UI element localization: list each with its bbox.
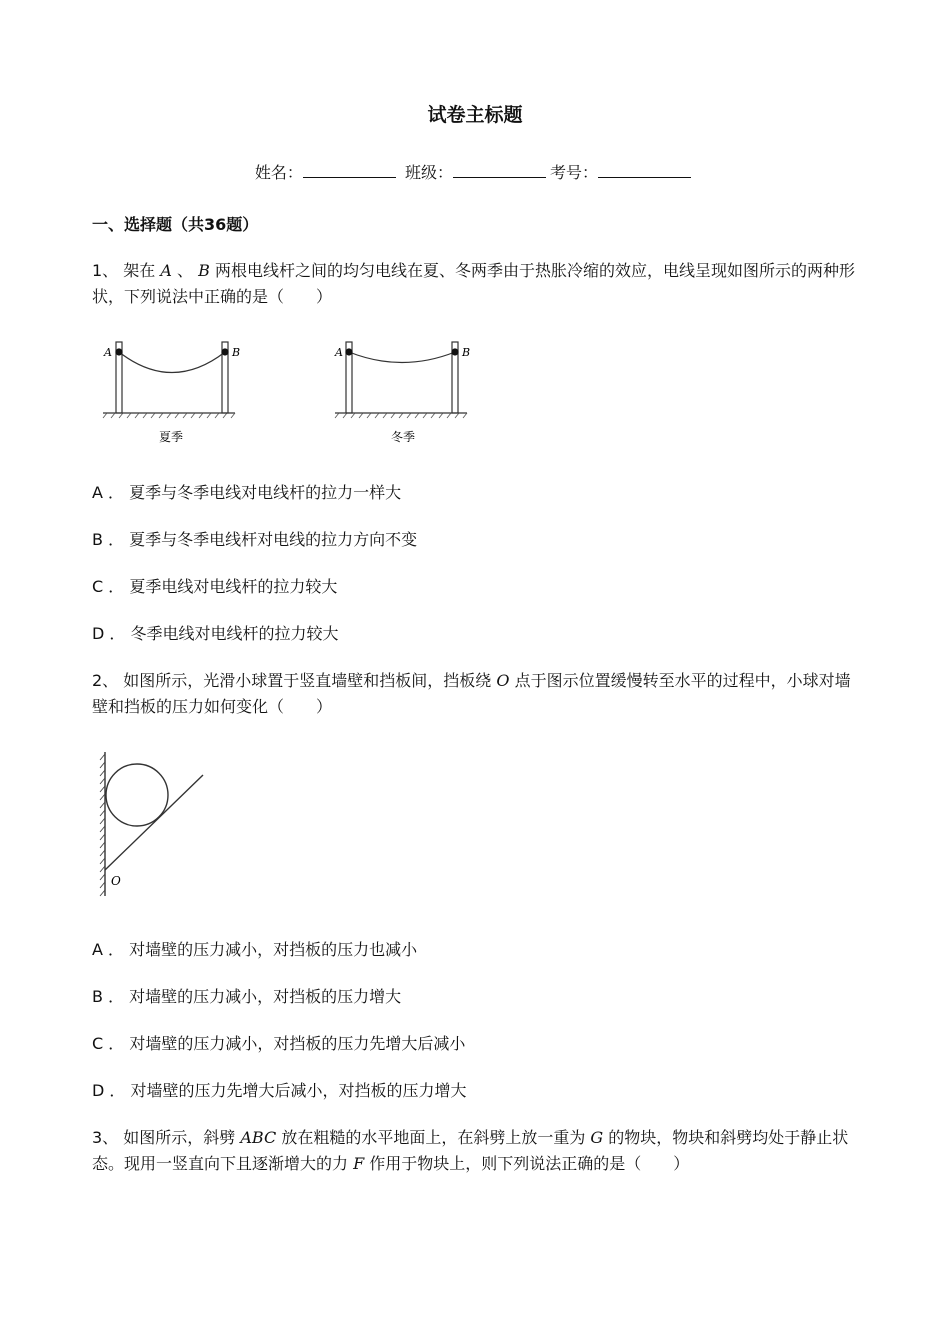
question-text-part: 作用于物块上，则下列说法正确的是（ ） <box>364 1154 690 1173</box>
var-o: O <box>496 671 510 690</box>
name-blank[interactable] <box>303 163 396 178</box>
question-text-part: 、 <box>171 261 199 280</box>
question-text-part: 架在 <box>118 261 161 280</box>
question-1-text <box>92 258 862 310</box>
point-a <box>115 348 122 355</box>
ball <box>106 764 168 826</box>
winter-diagram <box>334 342 470 444</box>
board <box>105 775 203 870</box>
var-g: G <box>590 1128 604 1147</box>
question-text-part: 放在粗糙的水平地面上，在斜劈上放一重为 <box>276 1128 591 1147</box>
winter-wire <box>349 352 455 363</box>
var-a: A <box>160 261 172 280</box>
class-label: 班级： <box>405 163 454 182</box>
point-a <box>345 348 352 355</box>
question-3-text <box>92 1125 862 1177</box>
option-a[interactable]: A ． 夏季与冬季电线对电线杆的拉力一样大 <box>92 483 402 502</box>
var-f: F <box>353 1154 365 1173</box>
var-abc: ABC <box>240 1128 277 1147</box>
page-title: 试卷主标题 <box>427 104 523 126</box>
option-d[interactable]: D ． 对墙壁的压力先增大后减小，对挡板的压力增大 <box>92 1081 467 1100</box>
question-number: 2、 <box>92 671 119 690</box>
exam-no-blank[interactable] <box>598 163 691 178</box>
question-2-text <box>92 668 862 720</box>
point-b <box>451 348 458 355</box>
label-a: A <box>104 346 112 359</box>
summer-diagram <box>103 342 240 444</box>
ball-wall-figure <box>95 748 215 900</box>
summer-label: 夏季 <box>159 430 184 444</box>
option-c[interactable]: C ． 对墙壁的压力减小，对挡板的压力先增大后减小 <box>92 1034 466 1053</box>
label-a: A <box>335 346 343 359</box>
section-heading: 一、选择题（共36题） <box>92 215 259 234</box>
question-text-part: 两根电线杆之间的均匀电线在夏、冬两季由于热胀冷缩的效应，电线呈现如图所示的两种形状，下列说法中正确的是（ ） <box>92 261 855 306</box>
option-b[interactable]: B ． 对墙壁的压力减小，对挡板的压力增大 <box>92 987 402 1006</box>
question-text-part: 如图所示，光滑小球置于竖直墙壁和挡板间，挡板绕 <box>118 671 497 690</box>
power-line-figure <box>95 335 485 450</box>
option-b[interactable]: B ． 夏季与冬季电线杆对电线的拉力方向不变 <box>92 530 418 549</box>
option-a[interactable]: A ． 对墙壁的压力减小，对挡板的压力也减小 <box>92 940 418 959</box>
var-b: B <box>198 261 210 280</box>
question-text-part: 如图所示，斜劈 <box>118 1128 241 1147</box>
label-o: O <box>111 874 121 888</box>
option-c[interactable]: C ． 夏季电线对电线杆的拉力较大 <box>92 577 338 596</box>
name-label: 姓名： <box>254 163 303 182</box>
class-blank[interactable] <box>453 163 546 178</box>
exam-no-label: 考号： <box>550 163 599 182</box>
question-text-part: 点于图示位置缓慢转至水平的过程中，小球对墙壁和挡板的压力如何变化（ ） <box>92 671 851 716</box>
point-b <box>221 348 228 355</box>
question-number: 1、 <box>92 261 119 280</box>
student-info <box>0 160 950 183</box>
option-d[interactable]: D ． 冬季电线对电线杆的拉力较大 <box>92 624 339 643</box>
summer-wire <box>119 352 225 373</box>
question-text-part: 的物块，物块和斜劈均处于静止状态。现用一竖直向下且逐渐增大的力 <box>92 1128 849 1173</box>
winter-label: 冬季 <box>391 430 416 444</box>
label-b: B <box>232 346 241 359</box>
question-number: 3、 <box>92 1128 119 1147</box>
label-b: B <box>462 346 471 359</box>
